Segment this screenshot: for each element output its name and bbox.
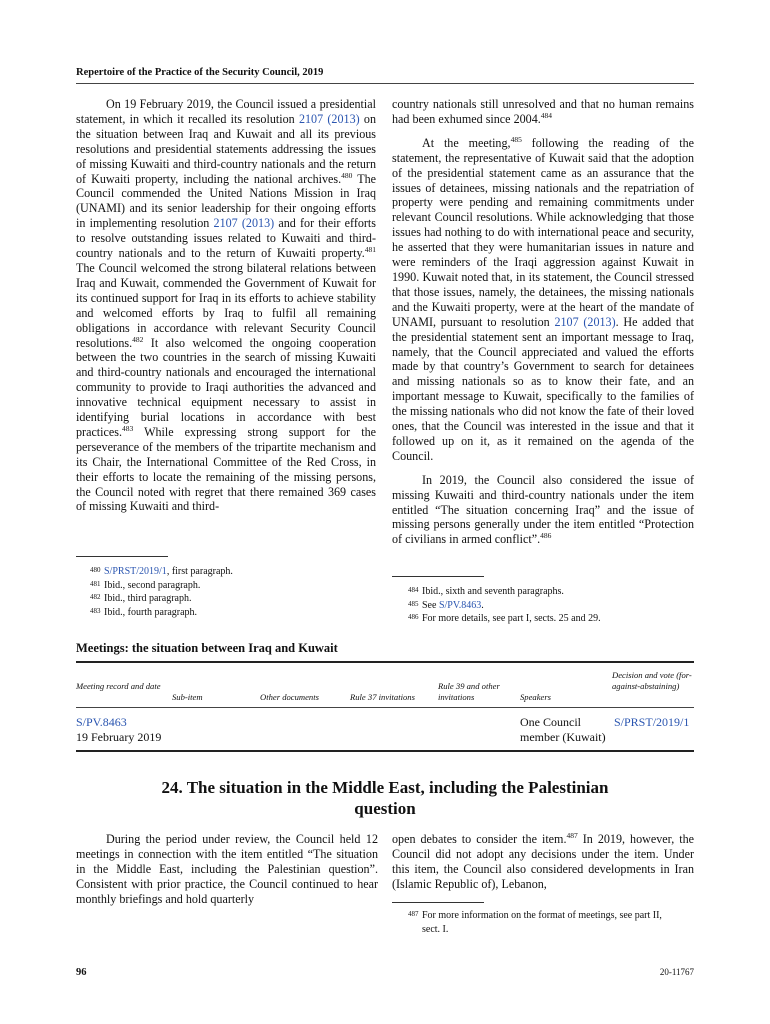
document-code: 20-11767 [659, 967, 694, 977]
table-header-rule [76, 707, 694, 708]
footnote: 480 S/PRST/2019/1, first paragraph. [90, 566, 233, 577]
meeting-date: 19 February 2019 [76, 730, 162, 744]
right-column [392, 97, 694, 547]
section-heading: 24. The situation in the Middle East, including the Palestinian question [161, 778, 609, 818]
column-header: Sub-item [172, 692, 203, 702]
section-right-column [392, 832, 694, 892]
footnote-ref[interactable]: 487 [566, 831, 578, 840]
footnote: 486 For more details, see part I, sects. 25 and 29. [408, 613, 601, 625]
footnote-rule [76, 556, 168, 557]
column-header: Decision and vote (for-against-abstaining) [612, 670, 692, 691]
section-paragraph: open debates to consider the item.$^{487}$ In 2019, however, the Council did not adopt any decisions under the item. Under this item, the Council also considered developments in Iran (Islamic Republic of), Lebanon, [392, 831, 694, 891]
document-link[interactable]: S/PRST/2019/1 [104, 566, 167, 577]
footnote: 487 For more information on the format of meetings, see part II, sect. I. [408, 910, 662, 935]
right-paragraph: country nationals still unresolved and that no human remains had been exhumed since 2004.$^{484}$ [392, 97, 694, 126]
footnote: 482 Ibid., third paragraph. [90, 593, 192, 605]
header-rule [76, 83, 694, 84]
speakers-cell: One Council member (Kuwait) [520, 715, 606, 744]
right-footnotes [408, 585, 694, 626]
page-number: 96 [76, 967, 87, 978]
column-header: Other documents [260, 692, 319, 702]
footnote-ref[interactable]: 484 [540, 110, 553, 120]
column-header: Rule 37 invitations [350, 692, 415, 702]
running-head: Repertoire of the Practice of the Security Council, 2019 [76, 67, 324, 78]
footnote-rule [392, 902, 484, 903]
section-left-column [76, 832, 378, 907]
table-bottom-rule [76, 750, 694, 752]
resolution-link[interactable]: 2107 (2013) [298, 111, 360, 126]
footnote-ref[interactable]: 485 [510, 134, 522, 144]
decision-cell [614, 715, 689, 730]
meetings-table-title: Meetings: the situation between Iraq and Kuwait [76, 641, 338, 655]
footnote-rule [392, 576, 484, 577]
column-header: Speakers [520, 692, 552, 702]
document-link[interactable]: S/PV.8463 [438, 599, 482, 611]
footnote: 483 Ibid., fourth paragraph. [90, 606, 198, 618]
right-paragraph: In 2019, the Council also considered the issue of missing Kuwaiti and third-country nationals under the item entitled “The situation concerning Iraq” and the issue of missing persons generally under the item entitled “Protection of civilians in armed conflict”.$^{486}$ [392, 472, 694, 547]
meeting-record-link[interactable]: S/PV.8463 [76, 715, 127, 729]
table-top-rule [76, 661, 694, 663]
resolution-link[interactable]: 2107 (2013) [554, 314, 616, 329]
table-row [76, 715, 161, 745]
column-header: Meeting record and date [76, 681, 161, 691]
right-paragraph: At the meeting,$^{485}$ following the reading of the statement, the representative of Kuwait said that the adoption of the presidential statement came as an assurance that the issues of detainees, missing nationals and the repatriation of property were pending and remaining commitments under relevant Council resolutions. While acknowledging that those issues had nothing to do with international peace and security, he asserted that they were humanitarian issues in nature and were reminders of the Iraqi aggression against Kuwait in 1990. Kuwait noted that, in its statement, the Council stressed that those issues, namely, the detainees, the missing nationals and the Kuwaiti property, were at the heart of the mandate of UNAMI, pursuant to resolution 2107 (2013). He added that the presidential statement sent an important message to Iraq, namely, that the Council appreciated and valued the efforts made by that country’s Government to search for detainees and missing nationals so as to know their fate, and an important message to Kuwait, specifically to the families of the missing nationals who did not know the fate of their loved ones, that the Council was interested in the issue and that it followed up on it, as it remained on the agenda of the Council. [392, 134, 695, 463]
footnote: 485 See S/PV.8463. [408, 599, 484, 611]
footnote-ref[interactable]: 482 [132, 334, 144, 344]
column-header: Rule 39 and other invitations [438, 681, 500, 702]
footnote: 481 Ibid., second paragraph. [90, 579, 201, 591]
left-footnotes [90, 565, 378, 619]
decision-link[interactable]: S/PRST/2019/1 [614, 715, 690, 729]
footnote-ref[interactable]: 481 [364, 245, 376, 255]
footnote-ref[interactable]: 486 [540, 531, 552, 541]
left-paragraph: On 19 February 2019, the Council issued a presidential statement, in which it recalled its resolution 2107 (2013) on the situation between Iraq and Kuwait and all its previous resolutions and presidential statements addressing the issues of missing Kuwaiti and third-country nationals and the return of Kuwaiti property, including the national archives.$^{480}$ The Council commended the United Nations Mission in Iraq (UNAMI) and its senior leadership for their ongoing efforts in implementing resolution 2107 (2013) and for their efforts to resolve outstanding issues related to Kuwaiti and third-country nationals and to the return of Kuwaiti property.$^{481}$ The Council welcomed the strong bilateral relations between Iraq and Kuwait, commended the Government of Kuwait for its continued support for Iraq in its efforts to achieve stability and welcomed efforts by Iraq to fulfil all remaining obligations in accordance with relevant Security Council resolutions.$^{482}$ It also welcomed the ongoing cooperation between the two countries in the search of missing Kuwaiti and third-country nationals and encouraged the international community to provide to Iraqi authorities the advanced and innovative technical equipment necessary to assist in identifying burial locations in accordance with best practices.$^{483}$ While expressing strong support for the perseverance of the members of the tripartite mechanism and its Chair, the International Committee of the Red Cross, in their efforts to locate the remaining of the missing persons, the Council noted with regret that there remained 369 cases of missing Kuwaiti and third- [76, 97, 377, 514]
left-column [76, 97, 376, 514]
footnote-ref[interactable]: 480 [341, 170, 353, 180]
section-footnotes [408, 909, 678, 936]
footnote: 484 Ibid., sixth and seventh paragraphs. [408, 586, 564, 597]
section-paragraph: During the period under review, the Council held 12 meetings in connection with the item entitled “The situation in the Middle East, including the Palestinian question”. Consistent with prior practice, the Council continued to hear monthly briefings and hold quarterly [76, 832, 378, 906]
footnote-ref[interactable]: 483 [122, 423, 134, 433]
resolution-link[interactable]: 2107 (2013) [213, 216, 275, 231]
